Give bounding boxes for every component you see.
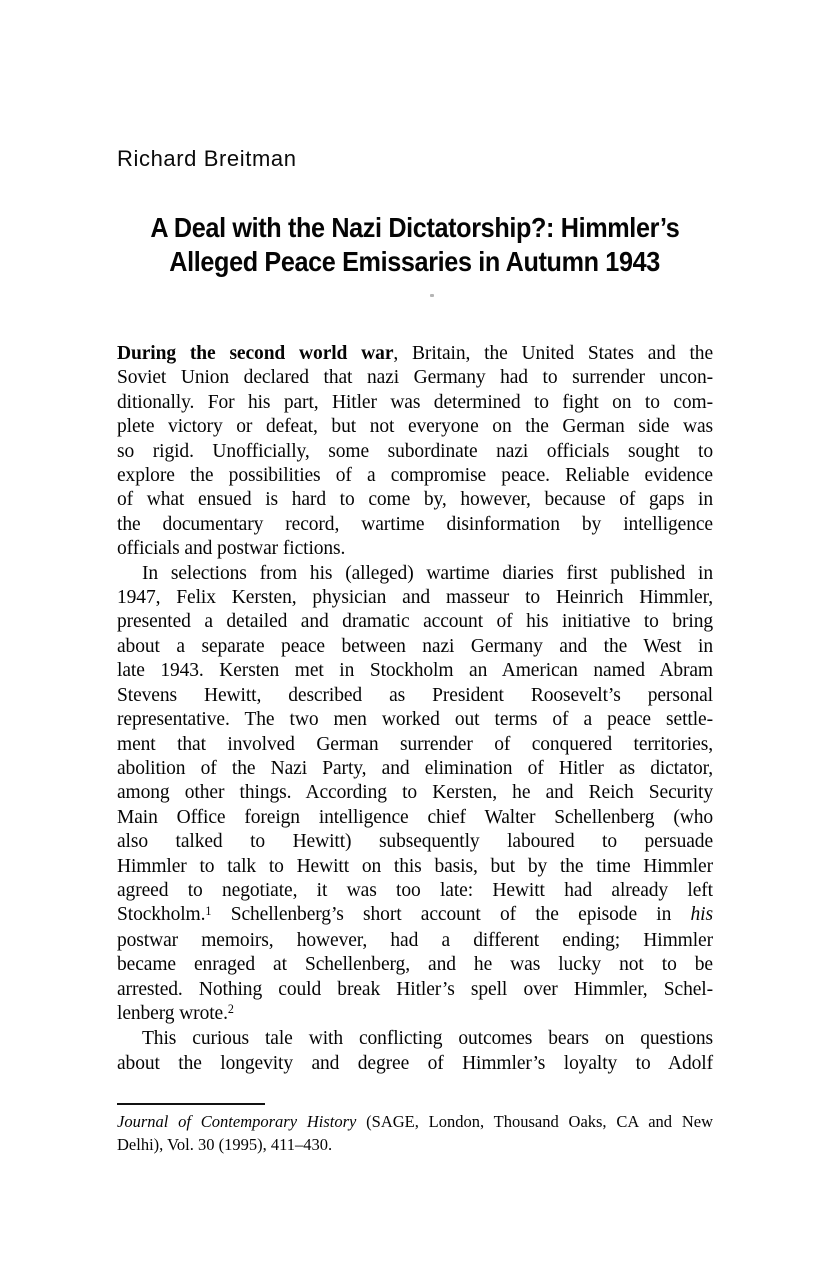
body-text-line xyxy=(117,929,713,953)
article-title-line-2: Alleged Peace Emissaries in Autumn 1943 xyxy=(169,246,661,277)
paragraph xyxy=(117,342,713,562)
text-segment: Journal of Contemporary History xyxy=(117,1112,357,1131)
author-name: Richard Breitman xyxy=(117,146,297,171)
body-text-line xyxy=(117,684,713,708)
text-segment: Stockholm. xyxy=(117,904,206,926)
body-text-line xyxy=(117,562,713,586)
text-segment: ditionally. For his part, Hitler was determined to fight on to com- xyxy=(117,391,713,413)
journal-citation-footnote xyxy=(117,1111,713,1156)
body-text-line xyxy=(117,1027,713,1051)
footnote-reference: 1 xyxy=(205,903,212,918)
text-segment: arrested. Nothing could break Hitler’s spell over Himmler, Schel- xyxy=(117,978,713,1000)
body-text-line xyxy=(117,855,713,879)
text-segment: explore the possibilities of a compromise peace. Reliable evidence xyxy=(117,465,713,487)
body-text-line xyxy=(117,537,713,561)
paragraph xyxy=(117,562,713,1028)
body-text-line xyxy=(117,1002,713,1027)
body-text-line xyxy=(117,440,713,464)
text-segment: (SAGE, London, Thousand Oaks, CA and New xyxy=(356,1112,713,1131)
body-text-line xyxy=(117,757,713,781)
text-segment: late 1943. Kersten met in Stockholm an American named Abram xyxy=(117,660,713,682)
body-text-line xyxy=(117,830,713,854)
article-title-line-1: A Deal with the Nazi Dictatorship?: Himmler’s xyxy=(150,212,680,243)
text-segment: lenberg wrote. xyxy=(117,1002,228,1024)
body-text-line xyxy=(117,708,713,732)
body-text-line xyxy=(117,659,713,683)
body-text-line xyxy=(117,488,713,512)
body-text-line xyxy=(117,978,713,1002)
text-segment: Stevens Hewitt, described as President Roosevelt’s personal xyxy=(117,684,713,706)
body-text-line xyxy=(117,903,713,928)
body-text-line xyxy=(117,464,713,488)
body-text-line xyxy=(117,586,713,610)
text-segment: Main Office foreign intelligence chief Walter Schellenberg (who xyxy=(117,806,713,828)
text-segment: agreed to negotiate, it was too late: Hewitt had already left xyxy=(117,879,713,901)
text-segment: Delhi), Vol. 30 (1995), 411–430. xyxy=(117,1134,333,1154)
footnote-line xyxy=(117,1134,713,1157)
body-text-line xyxy=(117,391,713,415)
body-text-line xyxy=(117,513,713,537)
text-segment: Soviet Union declared that nazi Germany had to surrender uncon- xyxy=(117,367,713,389)
body-text-line xyxy=(117,953,713,977)
body-text-line xyxy=(117,806,713,830)
body-text-line xyxy=(117,733,713,757)
text-segment: postwar memoirs, however, had a different ending; Himmler xyxy=(117,929,713,951)
body-text-line xyxy=(117,610,713,634)
text-segment: ment that involved German surrender of conquered territories, xyxy=(117,733,713,755)
text-segment: Himmler to talk to Hewitt on this basis, but by the time Himmler xyxy=(117,855,713,877)
text-segment: plete victory or defeat, but not everyone on the German side was xyxy=(117,416,713,438)
article-body xyxy=(117,342,713,1076)
footnote-reference: 2 xyxy=(227,1002,234,1017)
paragraph xyxy=(117,1027,713,1076)
body-text-line xyxy=(117,342,713,366)
text-segment: officials and postwar fictions. xyxy=(117,538,346,560)
text-segment: During the second world war xyxy=(117,343,394,364)
footnote-line xyxy=(117,1111,713,1134)
text-segment: abolition of the Nazi Party, and elimination of Hitler as dictator, xyxy=(117,757,713,779)
text-segment: Schellenberg’s short account of the episode in xyxy=(211,904,691,926)
body-text-line xyxy=(117,781,713,805)
text-segment: about the longevity and degree of Himmler’s loyalty to Adolf xyxy=(117,1052,713,1074)
text-segment: This curious tale with conflicting outcomes bears on questions xyxy=(142,1028,713,1050)
text-segment: In selections from his (alleged) wartime diaries first published in xyxy=(142,562,713,584)
text-segment: of what ensued is hard to come by, however, because of gaps in xyxy=(117,489,713,511)
body-text-line xyxy=(117,879,713,903)
text-segment: so rigid. Unofficially, some subordinate nazi officials sought to xyxy=(117,440,713,462)
text-segment: 1947, Felix Kersten, physician and masseur to Heinrich Himmler, xyxy=(117,587,713,609)
footnote-divider-rule xyxy=(117,1103,265,1105)
text-segment: presented a detailed and dramatic account of his initiative to bring xyxy=(117,611,713,633)
text-segment: his xyxy=(690,904,713,926)
scan-artifact-dot xyxy=(430,294,434,297)
text-segment: became enraged at Schellenberg, and he was lucky not to be xyxy=(117,954,713,976)
text-segment: also talked to Hewitt) subsequently laboured to persuade xyxy=(117,831,713,853)
text-segment: about a separate peace between nazi Germany and the West in xyxy=(117,635,713,657)
article-title xyxy=(117,211,713,279)
text-segment: among other things. According to Kersten, he and Reich Security xyxy=(117,782,713,804)
text-segment: the documentary record, wartime disinformation by intelligence xyxy=(117,513,713,535)
text-segment: representative. The two men worked out terms of a peace settle- xyxy=(117,709,713,731)
body-text-line xyxy=(117,1052,713,1076)
body-text-line xyxy=(117,415,713,439)
text-segment: , Britain, the United States and the xyxy=(393,343,713,364)
body-text-line xyxy=(117,366,713,390)
body-text-line xyxy=(117,635,713,659)
